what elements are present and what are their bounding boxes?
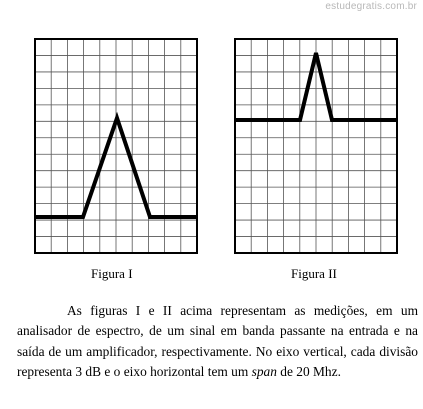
question-paragraph	[17, 301, 418, 383]
figure-2-caption: Figura II	[291, 266, 337, 281]
paragraph-text-1: As figuras I e II acima representam as medições, em um analisador de espectro, de um sinal em banda passante na entrada e na saída de um amplificador, respectivamente. No eixo vertical, cada divisão representa 3 dB e o eixo horizontal tem um	[17, 303, 418, 380]
paragraph-text-2: de 20 Mhz.	[276, 364, 341, 380]
figure-1-caption: Figura I	[91, 266, 133, 281]
figure-2-grid	[235, 39, 397, 253]
watermark: estudegratis.com.br	[325, 1, 417, 12]
paragraph-span-word: span	[251, 364, 277, 380]
figure-1-grid	[35, 39, 197, 253]
